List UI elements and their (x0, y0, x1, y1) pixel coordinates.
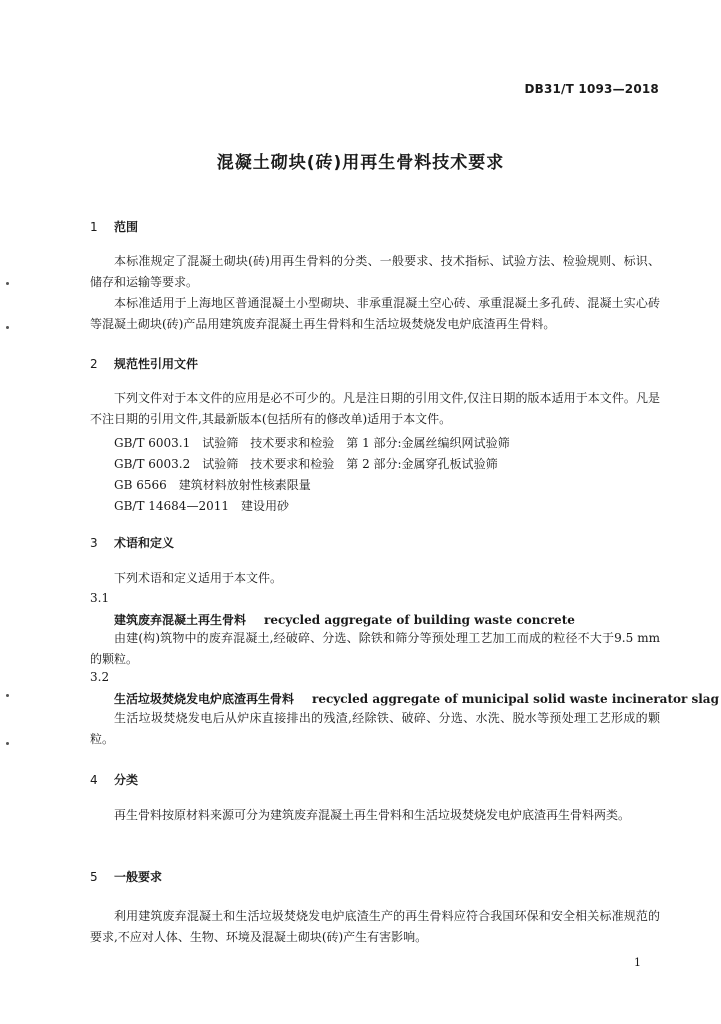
scan-speck (6, 694, 9, 697)
section-4-heading (90, 771, 138, 788)
section-3-heading (90, 534, 174, 551)
scan-speck (6, 282, 9, 285)
term-title (114, 611, 575, 628)
section-3-intro: 下列术语和定义适用于本文件。 (114, 571, 283, 585)
section-3-number: 3 (90, 536, 98, 550)
section-2-title: 规范性引用文件 (114, 357, 199, 371)
term-title-zh: 生活垃圾焚烧发电炉底渣再生骨料 (114, 692, 295, 706)
section-1-title: 范围 (114, 220, 139, 234)
reference-item: GB/T 6003.1 试验筛 技术要求和检验 第 1 部分:金属丝编织网试验筛 (114, 436, 510, 450)
standard-code: DB31/T 1093—2018 (524, 82, 659, 96)
section-1-number: 1 (90, 220, 98, 234)
section-1-heading (90, 218, 138, 235)
section-2-number: 2 (90, 357, 98, 371)
term-definition: 生活垃圾焚烧发电后从炉床直接排出的残渣,经除铁、破碎、分选、水洗、脱水等预处理工艺形成的颗粒。 (90, 711, 660, 746)
section-1-paragraph-1: 本标准规定了混凝土砌块(砖)用再生骨料的分类、一般要求、技术指标、试验方法、检验规则、标识、储存和运输等要求。 (90, 254, 660, 289)
section-1-paragraph-2: 本标准适用于上海地区普通混凝土小型砌块、非承重混凝土空心砖、承重混凝土多孔砖、混凝土实心砖等混凝土砌块(砖)产品用建筑废弃混凝土再生骨料和生活垃圾焚烧发电炉底渣再生骨料。 (90, 296, 660, 331)
reference-item: GB 6566 建筑材料放射性核素限量 (114, 478, 311, 492)
section-5-number: 5 (90, 870, 98, 884)
term-title-en: recycled aggregate of building waste concrete (264, 613, 575, 627)
term-title (114, 690, 719, 707)
section-4-paragraph-1: 再生骨料按原材料来源可分为建筑废弃混凝土再生骨料和生活垃圾焚烧发电炉底渣再生骨料两类。 (114, 808, 631, 822)
reference-item: GB/T 6003.2 试验筛 技术要求和检验 第 2 部分:金属穿孔板试验筛 (114, 457, 498, 471)
section-2-paragraph-1: 下列文件对于本文件的应用是必不可少的。凡是注日期的引用文件,仅注日期的版本适用于本文件。凡是不注日期的引用文件,其最新版本(包括所有的修改单)适用于本文件。 (90, 391, 660, 426)
term-title-zh: 建筑废弃混凝土再生骨料 (114, 613, 247, 627)
reference-item: GB/T 14684—2011 建设用砂 (114, 499, 289, 513)
term-number: 3.1 (90, 591, 110, 605)
section-5-heading (90, 868, 162, 885)
section-4-number: 4 (90, 773, 98, 787)
term-definition: 由建(构)筑物中的废弃混凝土,经破碎、分选、除铁和筛分等预处理工艺加工而成的粒径不大于9.5 mm的颗粒。 (90, 631, 660, 666)
section-5-paragraph-1: 利用建筑废弃混凝土和生活垃圾焚烧发电炉底渣生产的再生骨料应符合我国环保和安全相关标准规范的要求,不应对人体、生物、环境及混凝土砌块(砖)产生有害影响。 (90, 909, 660, 944)
section-3-title: 术语和定义 (114, 536, 175, 550)
term-number: 3.2 (90, 670, 110, 684)
scan-speck (6, 742, 9, 745)
page-number: 1 (634, 956, 641, 969)
section-5-title: 一般要求 (114, 870, 163, 884)
scan-speck (6, 326, 9, 329)
term-title-en: recycled aggregate of municipal solid waste incinerator slag (312, 692, 719, 706)
document-title: 混凝土砌块(砖)用再生骨料技术要求 (216, 153, 505, 173)
section-2-heading (90, 355, 198, 372)
section-4-title: 分类 (114, 773, 139, 787)
